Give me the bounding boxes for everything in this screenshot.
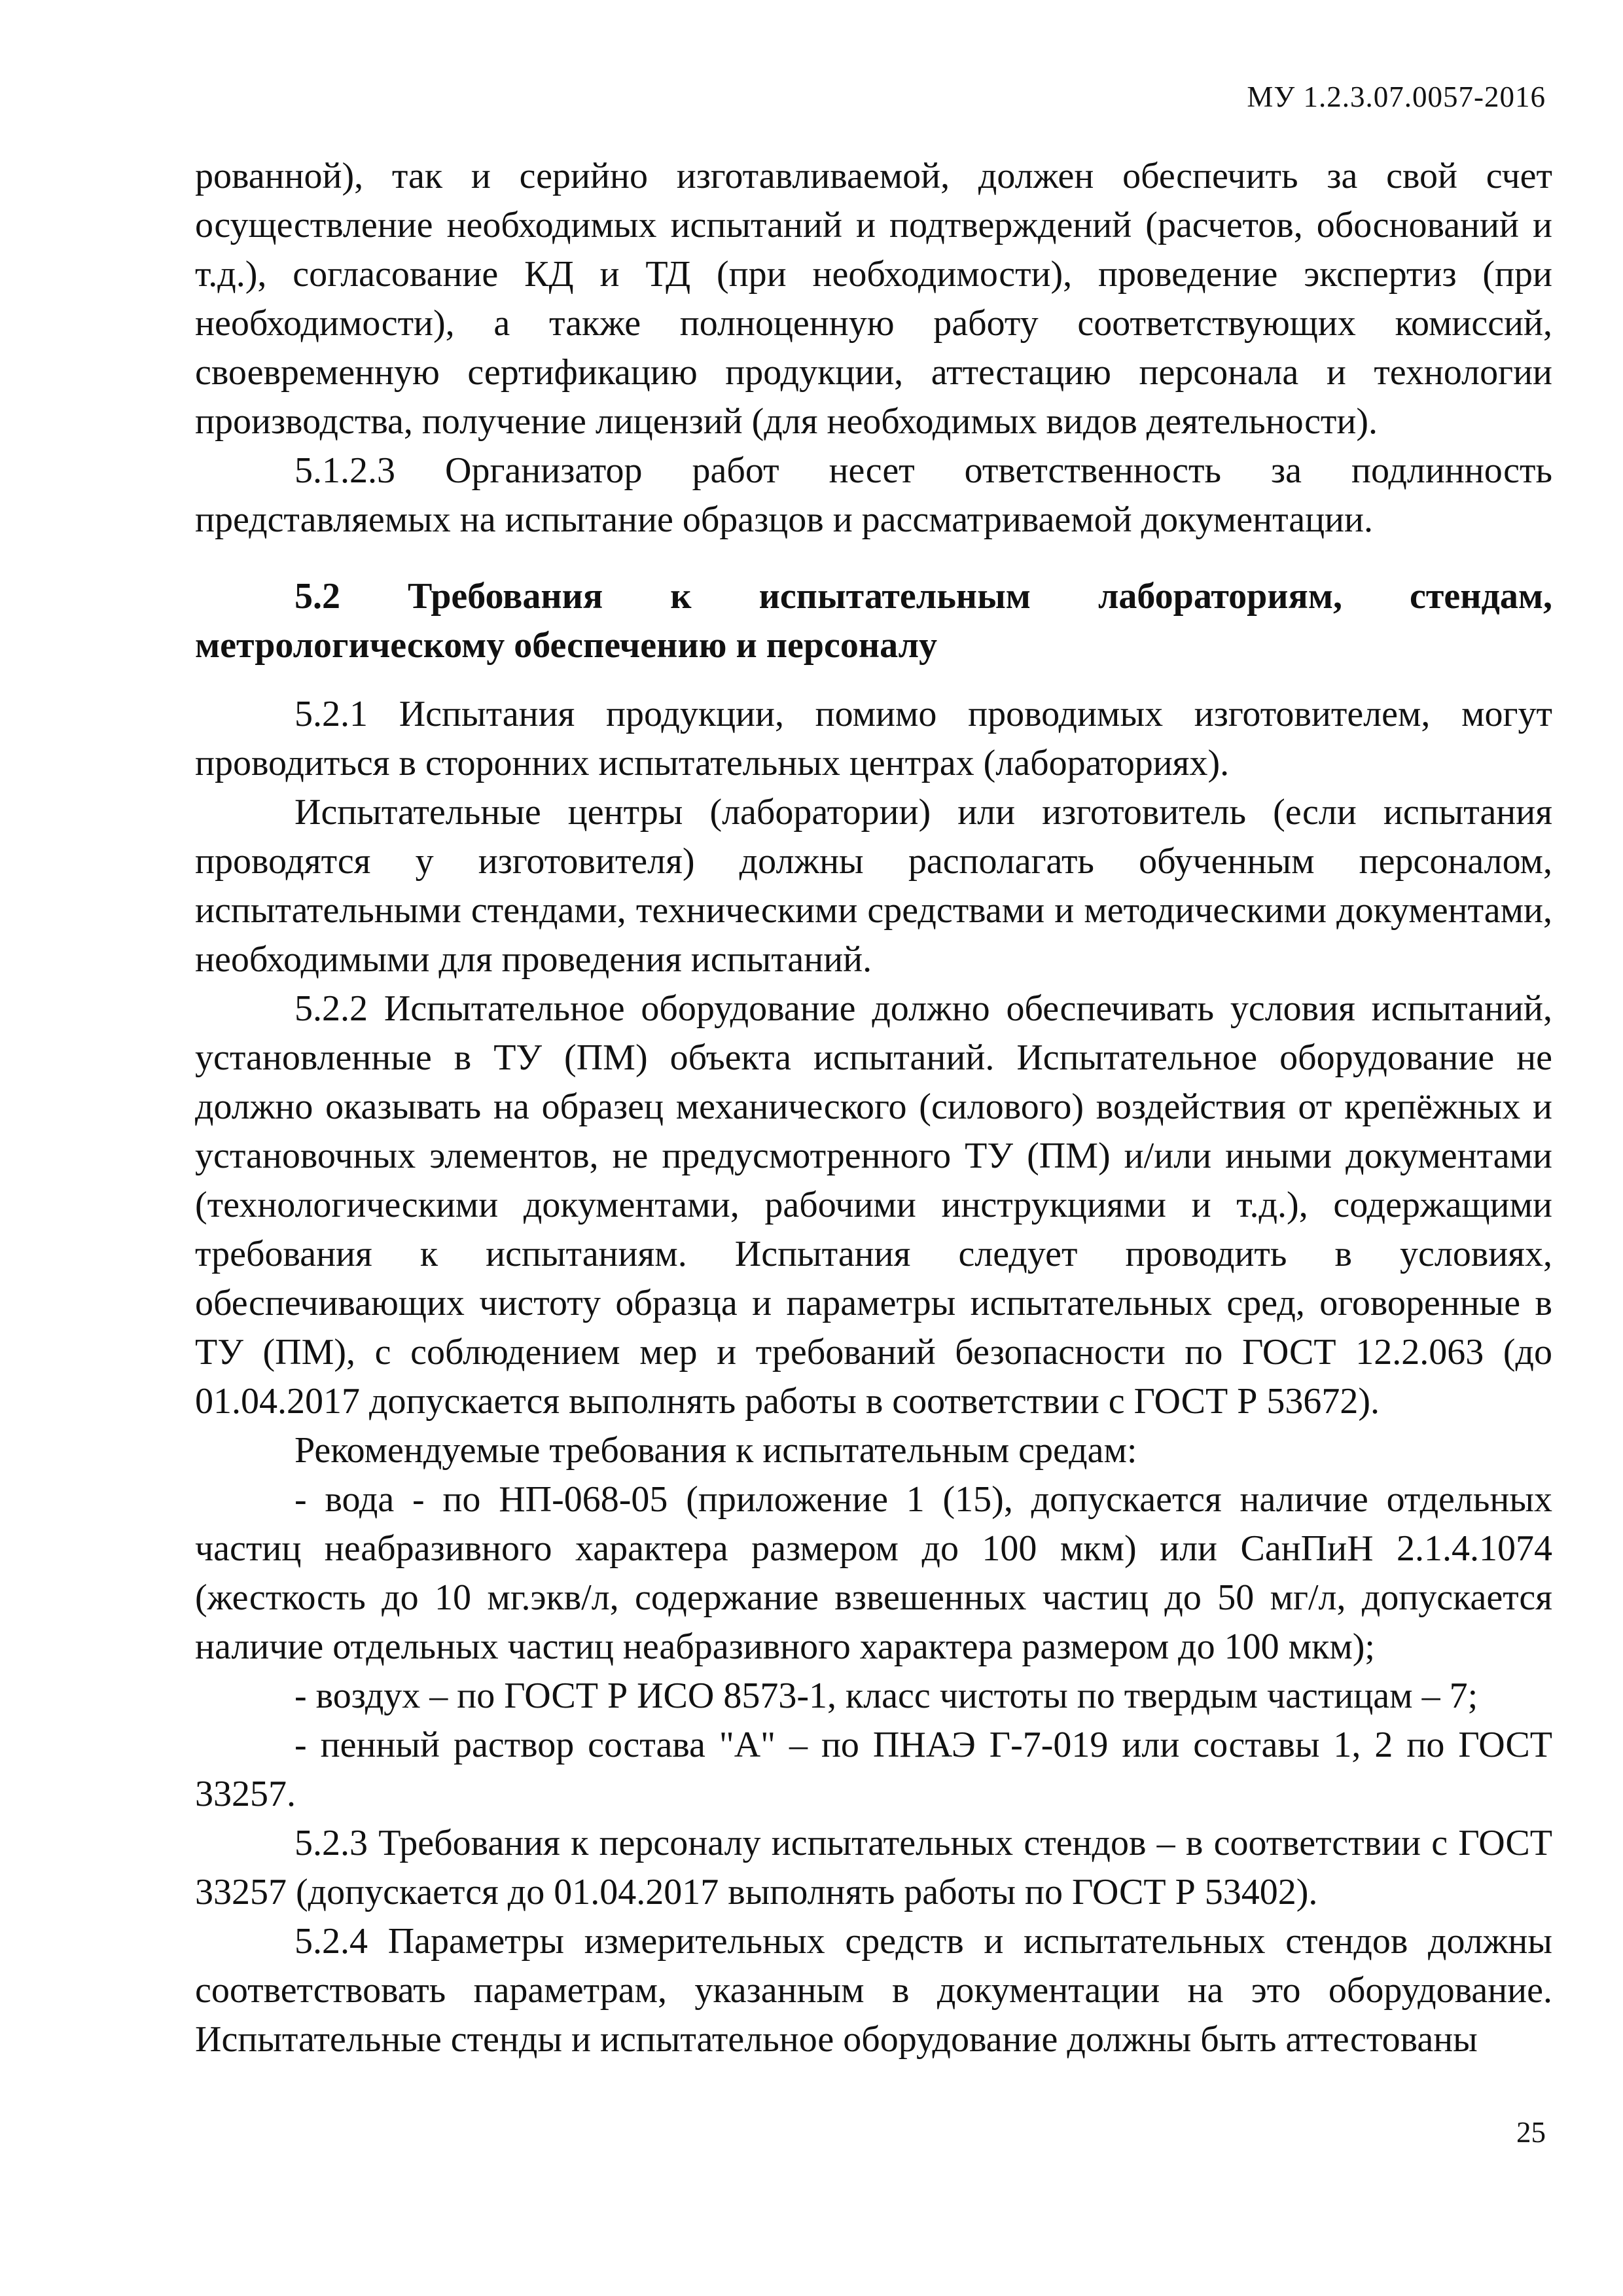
paragraph-test-media-intro: Рекомендуемые требования к испытательным средам:	[294, 1430, 1137, 1471]
list-item-water: - вода - по НП-068-05 (приложение 1 (15), допускается наличие отдельных частиц неабразивного характера размером до 100 мкм) или СанПиН 2.1.4.1074 (жесткость до 10 мг.экв/л, содержание взвешенных частиц до 50 мг/л, допускается наличие отдельных частиц неабразивного характера размером до 100 мкм);	[195, 1479, 1552, 1667]
paragraph-5-2-4: 5.2.4 Параметры измерительных средств и испытательных стендов должны соответствовать параметрам, указанным в документации на это оборудование. Испытательные стенды и испытательное оборудование должны быть аттестованы	[195, 1921, 1552, 2060]
page-number: 25	[1516, 2116, 1546, 2149]
paragraph-test-centers: Испытательные центры (лаборатории) или изготовитель (если испытания проводятся у изготовителя) должны располагать обученным персоналом, испытательными стендами, техническими средствами и методическими документами, необходимыми для проведения испытаний.	[195, 792, 1552, 980]
document-code: МУ 1.2.3.07.0057-2016	[1247, 81, 1546, 113]
section-heading-5-2: 5.2 Требования к испытательным лабораториям, стендам, метрологическому обеспечению и персоналу	[195, 576, 1552, 666]
paragraph-continuation: рованной), так и серийно изготавливаемой, должен обеспечить за свой счет осуществление необходимых испытаний и подтверждений (расчетов, обоснований и т.д.), согласование КД и ТД (при необходимости), проведение экспертиз (при необходимости), а также полноценную работу соответствующих комиссий, своевременную сертификацию продукции, аттестацию персонала и технологии производства, получение лицензий (для необходимых видов деятельности).	[195, 156, 1552, 442]
list-item-foam-solution: - пенный раствор состава "А" – по ПНАЭ Г-7-019 или составы 1, 2 по ГОСТ 33257.	[195, 1725, 1552, 1814]
list-item-air: - воздух – по ГОСТ Р ИСО 8573-1, класс чистоты по твердым частицам – 7;	[294, 1676, 1478, 1716]
page-content	[195, 152, 1552, 2064]
paragraph-5-2-3: 5.2.3 Требования к персоналу испытательных стендов – в соответствии с ГОСТ 33257 (допускается до 01.04.2017 выполнять работы по ГОСТ Р 53402).	[195, 1823, 1552, 1912]
paragraph-5-2-2: 5.2.2 Испытательное оборудование должно обеспечивать условия испытаний, установленные в ТУ (ПМ) объекта испытаний. Испытательное оборудование не должно оказывать на образец механического (силового) воздействия от крепёжных и установочных элементов, не предусмотренного ТУ (ПМ) и/или иными документами (технологическими документами, рабочими инструкциями и т.д.), содержащими требования к испытаниям. Испытания следует проводить в условиях, обеспечивающих чистоту образца и параметры испытательных сред, оговоренные в ТУ (ПМ), с соблюдением мер и требований безопасности по ГОСТ 12.2.063 (до 01.04.2017 допускается выполнять работы в соответствии с ГОСТ Р 53672).	[195, 988, 1552, 1422]
paragraph-5-1-2-3: 5.1.2.3 Организатор работ несет ответственность за подлинность представляемых на испытание образцов и рассматриваемой документации.	[195, 450, 1552, 540]
paragraph-5-2-1: 5.2.1 Испытания продукции, помимо проводимых изготовителем, могут проводиться в сторонних испытательных центрах (лабораториях).	[195, 694, 1552, 783]
